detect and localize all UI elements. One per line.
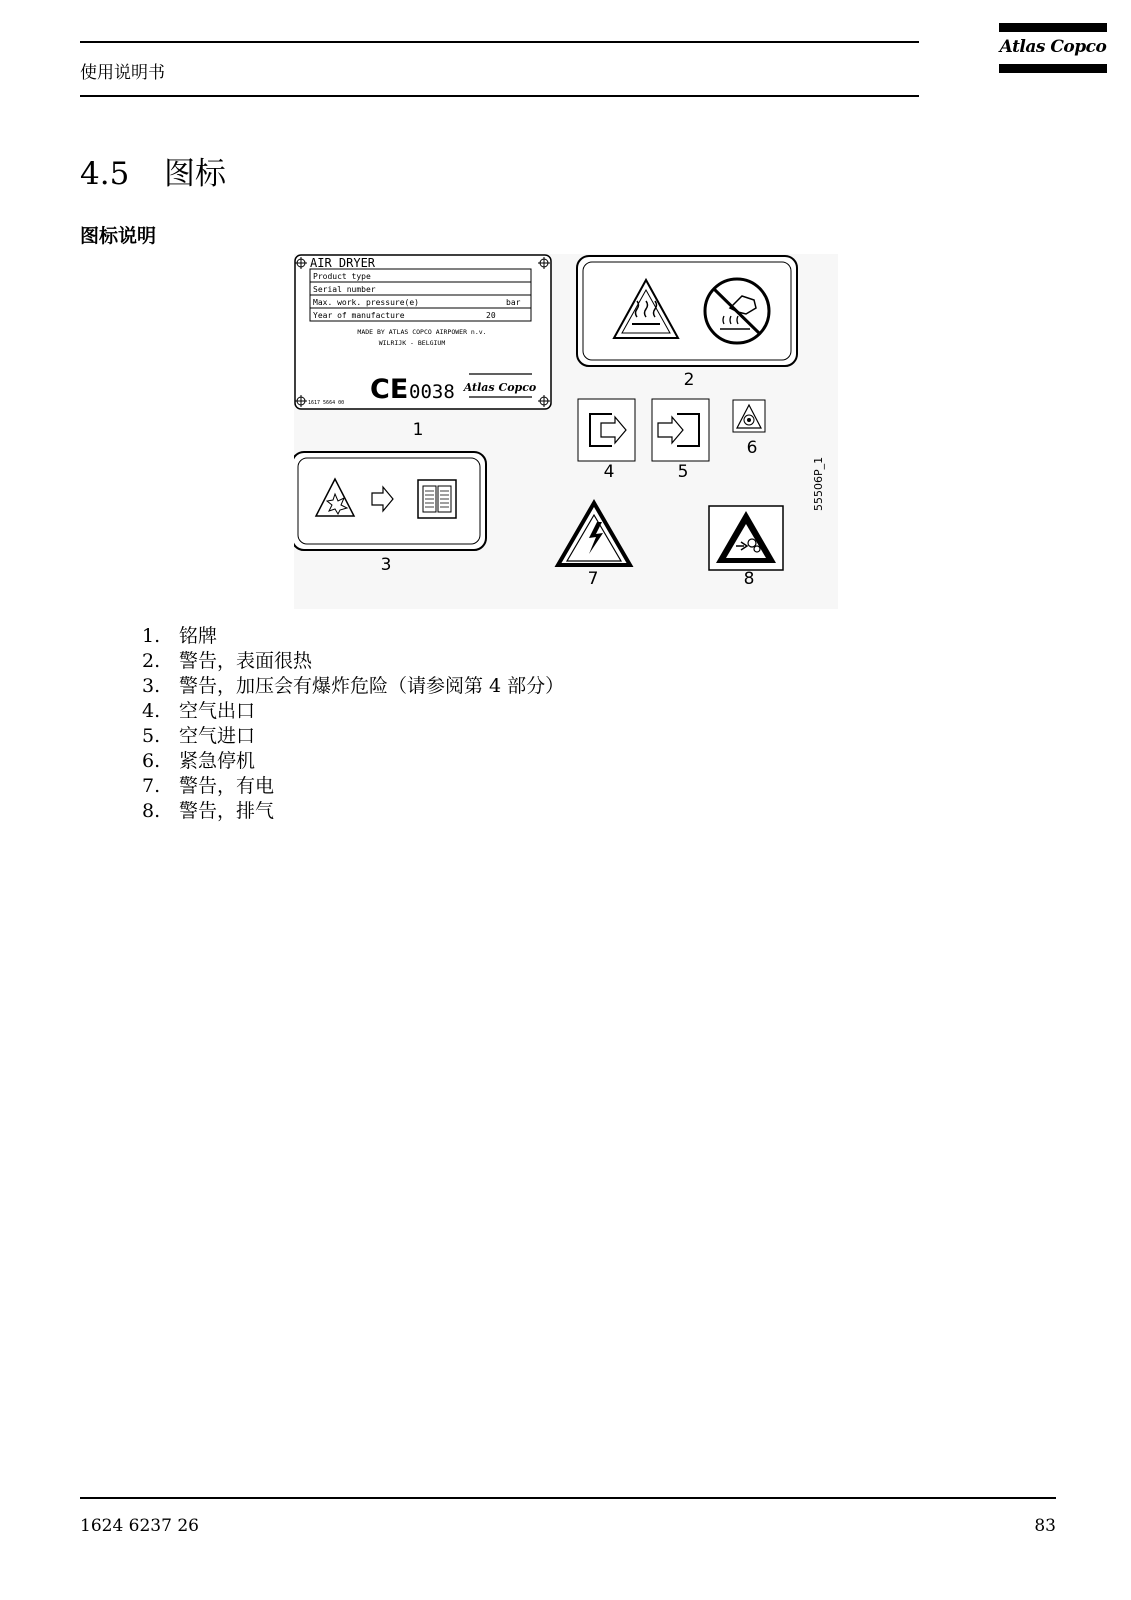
callout-3: 3 bbox=[380, 555, 392, 575]
section-title-text: 图标 bbox=[164, 156, 226, 192]
logo-bar-top bbox=[999, 23, 1107, 32]
air-outlet-icon bbox=[578, 399, 635, 461]
list-item bbox=[142, 724, 564, 749]
callout-4: 4 bbox=[603, 462, 615, 482]
list-item-text: 铭牌 bbox=[179, 625, 218, 647]
list-item-number: 1. bbox=[142, 625, 161, 647]
callout-1: 1 bbox=[412, 420, 424, 440]
nameplate-row-value: bar bbox=[506, 298, 521, 307]
list-item-number: 6. bbox=[142, 750, 161, 772]
nameplate-row-label: Product type bbox=[313, 272, 371, 281]
header-title: 使用说明书 bbox=[80, 63, 165, 83]
header-rule-bottom bbox=[80, 95, 919, 97]
list-item-text: 警告，表面很热 bbox=[179, 650, 313, 672]
symbols-figure bbox=[294, 254, 838, 609]
emergency-stop-icon bbox=[733, 400, 765, 432]
page-number: 83 bbox=[1034, 1516, 1056, 1536]
list-item bbox=[142, 699, 564, 724]
logo-bar-bottom bbox=[999, 64, 1107, 73]
callout-7: 7 bbox=[587, 569, 599, 589]
list-item-text: 警告，加压会有爆炸危险（请参阅第 4 部分） bbox=[179, 675, 565, 697]
nameplate-row-label: Max. work. pressure(e) bbox=[313, 298, 419, 307]
ce-mark: CE bbox=[370, 374, 409, 405]
list-item-text: 空气出口 bbox=[179, 700, 256, 722]
nameplate-row-value: 20 bbox=[486, 311, 496, 320]
ce-number: 0038 bbox=[409, 381, 455, 403]
nameplate-part-number: 1617 5664 00 bbox=[308, 400, 345, 406]
list-item-text: 紧急停机 bbox=[179, 750, 256, 772]
list-item bbox=[142, 749, 564, 774]
nameplate-logo-text: Atlas Copco bbox=[463, 381, 537, 394]
list-item-number: 8. bbox=[142, 800, 161, 822]
list-item-text: 警告，有电 bbox=[179, 775, 275, 797]
callout-6: 6 bbox=[746, 438, 758, 458]
atlas-copco-logo bbox=[999, 23, 1107, 76]
callout-5: 5 bbox=[677, 462, 689, 482]
nameplate-row-label: Year of manufacture bbox=[313, 311, 405, 320]
callout-8: 8 bbox=[743, 569, 755, 589]
list-item bbox=[142, 674, 564, 699]
do-not-touch-icon bbox=[705, 279, 769, 343]
document-number: 1624 6237 26 bbox=[80, 1516, 199, 1536]
air-inlet-icon bbox=[652, 399, 709, 461]
nameplate bbox=[295, 255, 551, 409]
list-item bbox=[142, 799, 564, 824]
hot-surface-warning-label bbox=[577, 256, 797, 366]
nameplate-heading: AIR DRYER bbox=[310, 256, 376, 270]
list-item bbox=[142, 774, 564, 799]
pressure-explosion-warning-label bbox=[294, 452, 486, 550]
logo-text: Atlas Copco bbox=[999, 37, 1107, 57]
nameplate-maker-location: WILRIJK - BELGIUM bbox=[378, 339, 446, 347]
section-number: 4.5 bbox=[80, 156, 130, 192]
manual-book-icon bbox=[418, 480, 456, 518]
symbol-legend-list bbox=[142, 624, 564, 824]
nameplate-row-label: Serial number bbox=[313, 285, 376, 294]
list-item-text: 空气进口 bbox=[179, 725, 256, 747]
list-item bbox=[142, 624, 564, 649]
nameplate-maker: MADE BY ATLAS COPCO AIRPOWER n.v. bbox=[357, 328, 487, 336]
callout-2: 2 bbox=[683, 370, 695, 390]
list-item-number: 4. bbox=[142, 700, 161, 722]
list-item-number: 7. bbox=[142, 775, 161, 797]
list-item-number: 2. bbox=[142, 650, 161, 672]
subheading: 图标说明 bbox=[80, 225, 157, 247]
header-rule-top bbox=[80, 41, 919, 43]
symbols-figure-svg bbox=[294, 254, 838, 609]
list-item bbox=[142, 649, 564, 674]
figure-code: 55506P_1 bbox=[812, 456, 825, 511]
list-item-number: 5. bbox=[142, 725, 161, 747]
footer-rule bbox=[80, 1497, 1056, 1499]
section-title bbox=[80, 148, 226, 193]
exhaust-warning-icon bbox=[709, 506, 783, 570]
electrical-hazard-icon bbox=[558, 503, 630, 565]
list-item-text: 警告，排气 bbox=[179, 800, 275, 822]
list-item-number: 3. bbox=[142, 675, 161, 697]
